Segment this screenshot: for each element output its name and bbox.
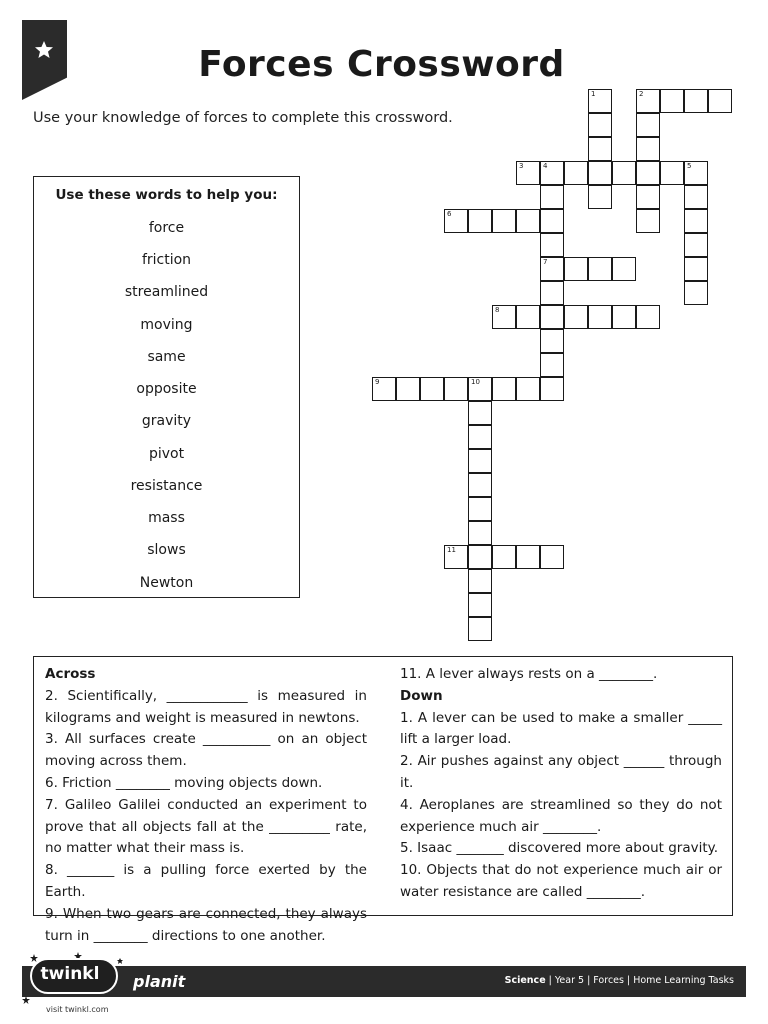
crossword-cell[interactable] [468,377,492,401]
crossword-cell[interactable] [468,473,492,497]
crossword-cell[interactable] [684,257,708,281]
crossword-cell[interactable] [492,545,516,569]
clue-number: 11 [447,546,456,554]
crossword-cell[interactable] [540,329,564,353]
clue-number: 2 [639,90,644,98]
word-bank-heading: Use these words to help you: [55,187,278,203]
crossword-cell[interactable] [516,209,540,233]
crossword-cell[interactable] [540,281,564,305]
clue-number: 4 [543,162,548,170]
visit-link-text: visit twinkl.com [46,1005,109,1014]
crossword-cell[interactable] [420,377,444,401]
crossword-cell[interactable] [636,209,660,233]
crossword-cell[interactable] [612,257,636,281]
crossword-cell[interactable] [636,113,660,137]
crossword-cell[interactable] [516,377,540,401]
clue-number: 6 [447,210,452,218]
crossword-cell[interactable] [684,209,708,233]
crossword-cell[interactable] [540,305,564,329]
across-clue: 2. Scientifically, ____________ is measured in kilograms and weight is measured in newtons. [45,687,367,726]
crossword-cell[interactable] [564,305,588,329]
crossword-cell[interactable] [396,377,420,401]
crossword-cell[interactable] [516,161,540,185]
word-bank-item: slows [147,542,186,558]
crossword-cell[interactable] [540,353,564,377]
across-clue: 3. All surfaces create __________ on an object moving across them. [45,731,367,770]
planit-label: planit [133,972,186,991]
down-clue: 10. Objects that do not experience much air or water resistance are called ________. [400,862,722,900]
crossword-cell[interactable] [588,257,612,281]
across-clue: 6. Friction ________ moving objects down. [45,774,323,791]
across-clue: 8. _______ is a pulling force exerted by the Earth. [45,862,367,900]
footer-subject: Science [504,975,546,986]
crossword-cell[interactable] [468,497,492,521]
crossword-cell[interactable] [588,113,612,137]
crossword-cell[interactable] [636,185,660,209]
crossword-cell[interactable] [660,161,684,185]
crossword-cell[interactable] [468,209,492,233]
across-heading: Across [45,666,96,682]
clue-number: 3 [519,162,524,170]
down-clue: 5. Isaac _______ discovered more about gravity. [400,840,719,857]
down-clue: 2. Air pushes against any object ______ through it. [400,753,722,791]
clues-column-right [400,664,722,904]
word-bank-item: opposite [136,381,197,397]
across-clue: 11. A lever always rests on a ________. [400,666,658,682]
crossword-cell[interactable] [492,377,516,401]
word-bank-item: gravity [141,413,192,429]
clues-column-left [45,664,367,947]
crossword-cell[interactable] [684,281,708,305]
logo-text: twinkl [40,964,100,984]
crossword-cell[interactable] [684,161,708,185]
crossword-cell[interactable] [564,257,588,281]
crossword-cell[interactable] [468,617,492,641]
crossword-cell[interactable] [588,161,612,185]
crossword-cell[interactable] [372,377,396,401]
crossword-cell[interactable] [468,449,492,473]
crossword-cell[interactable] [684,89,708,113]
clue-number: 9 [375,378,380,386]
crossword-cell[interactable] [444,209,468,233]
crossword-cell[interactable] [468,401,492,425]
word-bank-item: pivot [148,446,185,462]
crossword-cell[interactable] [540,209,564,233]
crossword-cell[interactable] [684,185,708,209]
footer-path: | Year 5 | Forces | Home Learning Tasks [548,975,734,986]
crossword-cell[interactable] [468,569,492,593]
crossword-cell[interactable] [588,137,612,161]
twinkl-logo [20,952,130,1008]
crossword-cell[interactable] [636,161,660,185]
down-clue: 4. Aeroplanes are streamlined so they do not experience much air ________. [400,796,722,835]
crossword-cell[interactable] [468,425,492,449]
clue-number: 7 [543,258,548,266]
word-bank-item: resistance [130,478,203,494]
crossword-cell[interactable] [636,305,660,329]
word-bank-item: streamlined [124,284,209,300]
across-clue: 9. When two gears are connected, they always turn in ________ directions to one another. [45,905,367,944]
crossword-cell[interactable] [516,305,540,329]
crossword-cell[interactable] [540,161,564,185]
word-bank-item: mass [148,510,185,526]
crossword-cell[interactable] [468,521,492,545]
intro-text: Use your knowledge of forces to complete this crossword. [33,110,453,126]
crossword-cell[interactable] [588,89,612,113]
crossword-cell[interactable] [540,545,564,569]
crossword-cell[interactable] [660,89,684,113]
crossword-cell[interactable] [612,305,636,329]
word-bank-item: Newton [139,575,194,591]
crossword-cell[interactable] [708,89,732,113]
crossword-cell[interactable] [540,257,564,281]
page-title: Forces Crossword [198,44,565,85]
crossword-cell[interactable] [492,305,516,329]
word-bank-item: moving [140,317,193,333]
footer-breadcrumb [505,975,734,986]
crossword-cell[interactable] [684,233,708,257]
word-bank-item: force [148,220,185,236]
crossword-cell[interactable] [588,185,612,209]
down-heading: Down [400,687,443,704]
clue-number: 5 [687,162,692,170]
crossword-cell[interactable] [444,377,468,401]
crossword-cell[interactable] [588,305,612,329]
down-clue: 1. A lever can be used to make a smaller _____ lift a larger load. [400,709,722,748]
crossword-cell[interactable] [636,137,660,161]
clues-box [33,656,733,944]
crossword-cell[interactable] [540,377,564,401]
across-clue: 7. Galileo Galilei conducted an experiment to prove that all objects fall at the _________ rate, no matter what their mass is. [45,796,367,857]
crossword-cell[interactable] [540,233,564,257]
crossword-cell[interactable] [444,545,468,569]
word-bank-item: same [147,349,186,365]
crossword-cell[interactable] [468,593,492,617]
crossword-cell[interactable] [612,161,636,185]
crossword-cell[interactable] [516,545,540,569]
footer-bar [22,966,746,997]
clue-number: 8 [495,306,500,314]
word-bank-item: friction [141,252,192,268]
clue-number: 1 [591,90,596,98]
crossword-cell[interactable] [540,185,564,209]
crossword-cell[interactable] [468,545,492,569]
crossword-cell[interactable] [564,161,588,185]
clue-number: 10 [471,378,480,386]
crossword-cell[interactable] [492,209,516,233]
crossword-cell[interactable] [636,89,660,113]
